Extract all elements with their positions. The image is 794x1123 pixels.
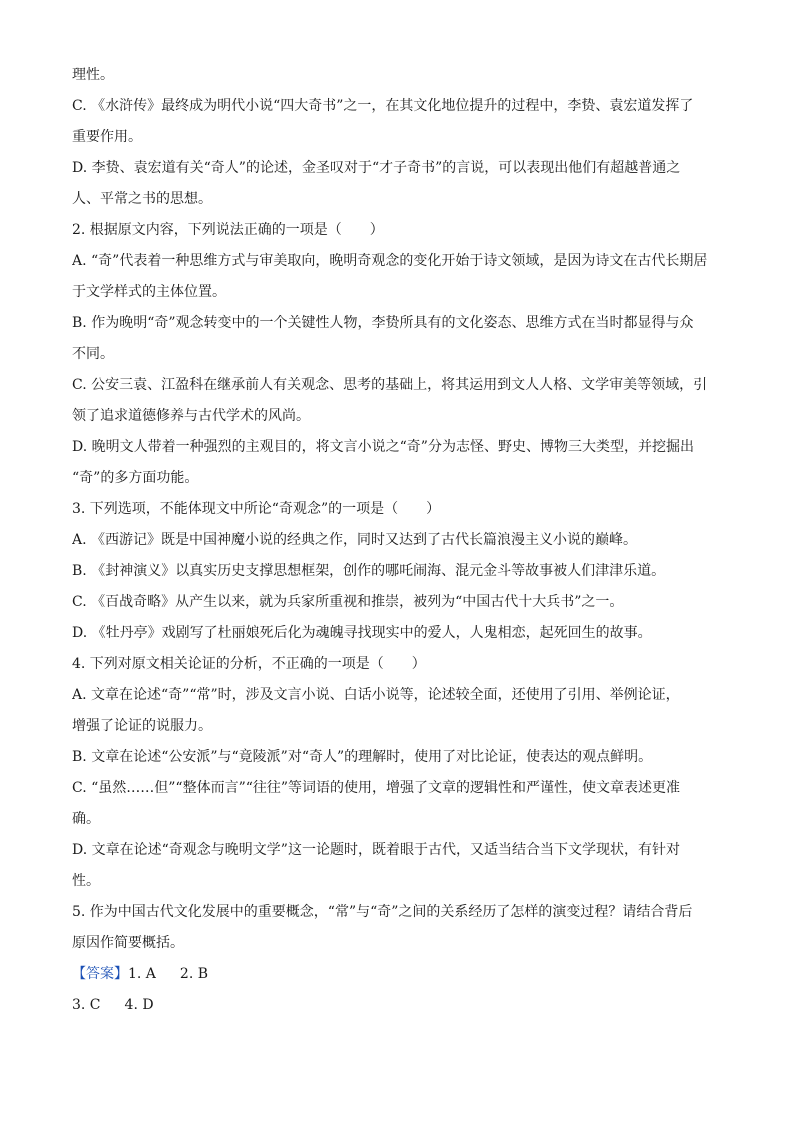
option-d-q4: D. 文章在论述“奇观念与晚明文学”这一论题时，既着眼于古代，又适当结合当下文学现状，有针对 xyxy=(72,842,680,858)
option-a-q4: A. 文章在论述“奇”“常”时，涉及文言小说、白话小说等，论述较全面，还使用了引用、举例论证， xyxy=(72,687,680,703)
question-4: 4. 下列对原文相关论证的分析，不正确的一项是（ ） xyxy=(72,656,426,672)
answer-tag: 【答案】 xyxy=(72,966,128,982)
text-line: 重要作用。 xyxy=(72,129,142,145)
question-2: 2. 根据原文内容，下列说法正确的一项是（ ） xyxy=(72,222,384,238)
answer-4: 4. D xyxy=(124,997,154,1013)
answer-2: 2. B xyxy=(179,966,209,982)
text-line: 性。 xyxy=(72,873,100,889)
text-line: 领了追求道德修养与古代学术的风尚。 xyxy=(72,408,310,424)
option-b-q4: B. 文章在论述“公安派”与“竟陵派”对“奇人”的理解时，使用了对比论证，使表达的观点鲜明。 xyxy=(72,749,653,765)
text-line: 增强了论证的说服力。 xyxy=(72,718,212,734)
question-3: 3. 下列选项，不能体现文中所论“奇观念”的一项是（ ） xyxy=(72,501,441,517)
option-d-q1: D. 李贽、袁宏道有关“奇人”的论述，金圣叹对于“才子奇书”的言说，可以表现出他们有超越普通之 xyxy=(72,160,681,176)
question-5: 5. 作为中国古代文化发展中的重要概念，“常”与“奇”之间的关系经历了怎样的演变过程？请结合背后 xyxy=(72,904,693,920)
answer-1: 1. A xyxy=(128,966,156,982)
text-line: “奇”的多方面功能。 xyxy=(72,470,199,486)
option-d-q3: D. 《牡丹亭》戏剧写了杜丽娘死后化为魂魄寻找现实中的爱人，人鬼相恋，起死回生的故事。 xyxy=(72,625,652,641)
text-line: 确。 xyxy=(72,811,100,827)
text-line: 理性。 xyxy=(72,67,114,83)
text-line: 于文学样式的主体位置。 xyxy=(72,284,226,300)
option-b-q3: B. 《封神演义》以真实历史支撑思想框架，创作的哪吒闹海、混元金斗等故事被人们津津乐道。 xyxy=(72,563,666,579)
option-a-q3: A. 《西游记》既是中国神魔小说的经典之作，同时又达到了古代长篇浪漫主义小说的巅峰。 xyxy=(72,532,638,548)
option-c-q3: C. 《百战奇略》从产生以来，就为兵家所重视和推崇，被列为“中国古代十大兵书”之一。 xyxy=(72,594,624,610)
option-a-q2: A. “奇”代表着一种思维方式与审美取向，晚明奇观念的变化开始于诗文领域，是因为诗文在古代长期居 xyxy=(72,253,708,269)
answer-line xyxy=(72,990,724,1021)
option-c-q1: C. 《水浒传》最终成为明代小说“四大奇书”之一，在其文化地位提升的过程中，李贽、袁宏道发挥了 xyxy=(72,98,694,114)
option-b-q2: B. 作为晚明“奇”观念转变中的一个关键性人物，李贽所具有的文化姿态、思维方式在当时都显得与众 xyxy=(72,315,694,331)
answer-3: 3. C xyxy=(72,997,101,1013)
document-page xyxy=(72,60,724,1021)
option-c-q4: C. “虽然……但”“整体而言”“往往”等词语的使用，增强了文章的逻辑性和严谨性，使文章表述更准 xyxy=(72,780,681,796)
text-line: 不同。 xyxy=(72,346,114,362)
answer-line xyxy=(72,959,724,990)
option-c-q2: C. 公安三袁、江盈科在继承前人有关观念、思考的基础上，将其运用到文人人格、文学审美等领域，引 xyxy=(72,377,708,393)
option-d-q2: D. 晚明文人带着一种强烈的主观目的，将文言小说之“奇”分为志怪、野史、博物三大类型，并挖掘出 xyxy=(72,439,694,455)
text-line: 人、平常之书的思想。 xyxy=(72,191,212,207)
text-line: 原因作简要概括。 xyxy=(72,935,184,951)
